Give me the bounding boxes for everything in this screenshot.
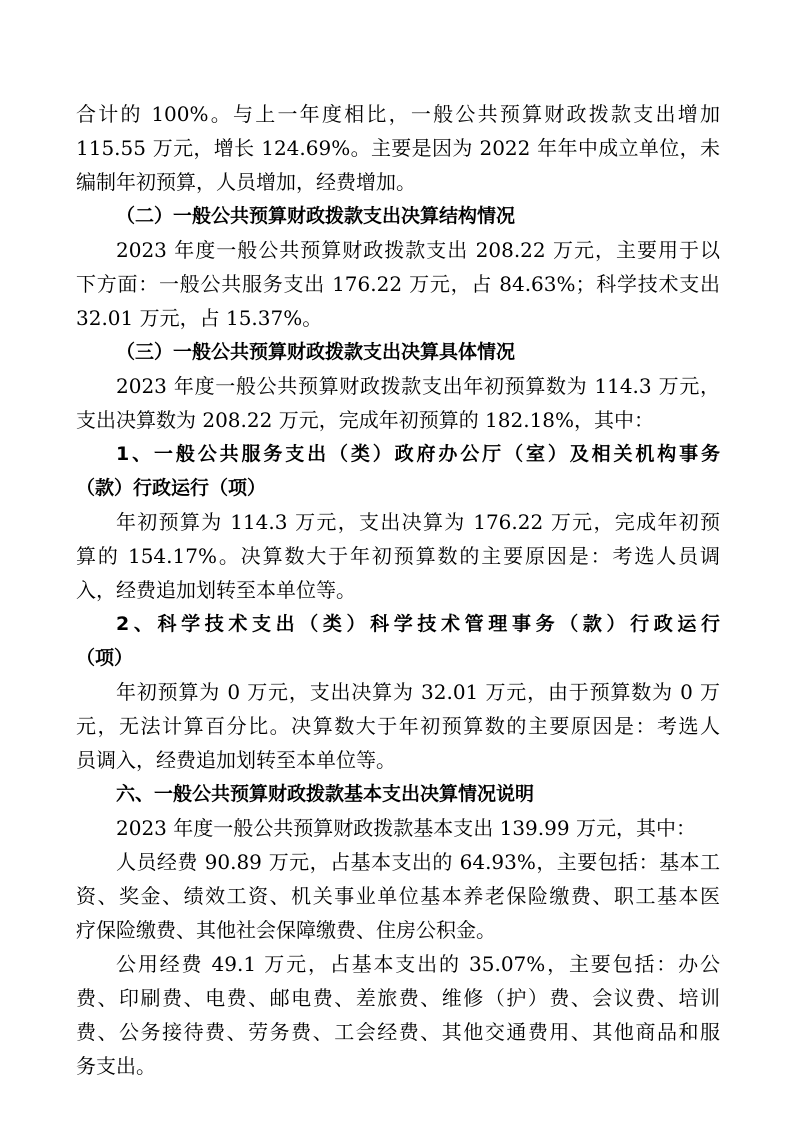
subsection-heading: （项）	[76, 647, 134, 669]
paragraph-line: 年初预算为 0 万元，支出决算为 32.01 万元，由于预算数为 0 万	[116, 680, 720, 704]
paragraph-line: 编制年初预算，人员增加，经费增加。	[76, 170, 416, 194]
paragraph-line: 2023 年度一般公共预算财政拨款支出 208.22 万元，主要用于以	[116, 238, 720, 262]
section-heading: （二）一般公共预算财政拨款支出决算结构情况	[116, 205, 516, 227]
paragraph-line: 下方面：一般公共服务支出 176.22 万元，占 84.63%；科学技术支出	[76, 272, 720, 296]
paragraph-line: 算的 154.17%。决算数大于年初预算数的主要原因是：考选人员调	[76, 544, 720, 568]
paragraph-line: 务支出。	[76, 1054, 156, 1078]
paragraph-line: 元，无法计算百分比。决算数大于年初预算数的主要原因是：考选人	[76, 714, 720, 738]
paragraph-line: 2023 年度一般公共预算财政拨款支出年初预算数为 114.3 万元，	[116, 374, 720, 398]
paragraph-line: 疗保险缴费、其他社会保障缴费、住房公积金。	[76, 918, 496, 942]
paragraph-line: 人员经费 90.89 万元，占基本支出的 64.93%，主要包括：基本工	[116, 850, 720, 874]
paragraph-line: 115.55 万元，增长 124.69%。主要是因为 2022 年年中成立单位，未	[76, 136, 720, 160]
paragraph-line: 公用经费 49.1 万元，占基本支出的 35.07%，主要包括：办公	[116, 952, 720, 976]
paragraph-line: 支出决算数为 208.22 万元，完成年初预算的 182.18%，其中：	[76, 408, 655, 432]
paragraph-line: 入，经费追加划转至本单位等。	[76, 578, 356, 602]
paragraph-line: 32.01 万元，占 15.37%。	[76, 306, 323, 330]
paragraph-line: 费、公务接待费、劳务费、工会经费、其他交通费用、其他商品和服	[76, 1020, 720, 1044]
section-heading: （三）一般公共预算财政拨款支出决算具体情况	[116, 341, 516, 363]
subsection-heading: 1、一般公共服务支出（类）政府办公厅（室）及相关机构事务	[116, 443, 720, 465]
subsection-heading: 2、科学技术支出（类）科学技术管理事务（款）行政运行	[116, 613, 720, 635]
subsection-heading: （款）行政运行（项）	[76, 477, 267, 499]
paragraph-line: 费、印刷费、电费、邮电费、差旅费、维修（护）费、会议费、培训	[76, 986, 720, 1010]
paragraph-line: 资、奖金、绩效工资、机关事业单位基本养老保险缴费、职工基本医	[76, 884, 720, 908]
paragraph-line: 2023 年度一般公共预算财政拨款基本支出 139.99 万元，其中：	[116, 816, 696, 840]
paragraph-line: 年初预算为 114.3 万元，支出决算为 176.22 万元，完成年初预	[116, 510, 720, 534]
section-heading: 六、一般公共预算财政拨款基本支出决算情况说明	[116, 783, 535, 805]
paragraph-line: 员调入，经费追加划转至本单位等。	[76, 748, 396, 772]
paragraph-line: 合计的 100%。与上一年度相比，一般公共预算财政拨款支出增加	[76, 102, 720, 126]
